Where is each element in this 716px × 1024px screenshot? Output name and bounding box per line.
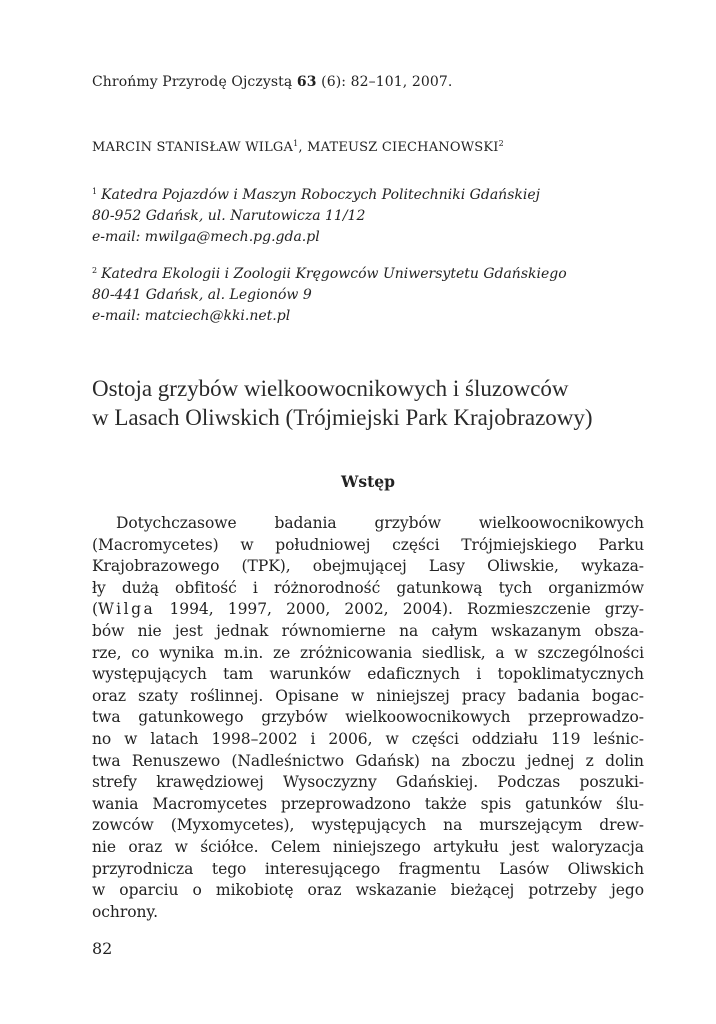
paragraph-line: no w latach 1998–2002 i 2006, w części oddziału 119 leśnic- bbox=[92, 729, 644, 748]
affiliation-2-address: 80-441 Gdańsk, al. Legionów 9 bbox=[92, 287, 312, 303]
affiliation-1-institution: Katedra Pojazdów i Maszyn Roboczych Politechniki Gdańskiej bbox=[101, 187, 540, 203]
paragraph-line: Dotychczasowe badania grzybów wielkoowocnikowych bbox=[116, 514, 644, 532]
paragraph-line: (Macromycetes) w południowej części Trójmiejskiego Parku bbox=[92, 535, 644, 554]
paragraph-line: przyrodnicza tego interesującego fragmentu Lasów Oliwskich bbox=[92, 859, 644, 878]
affiliation-2 bbox=[92, 260, 567, 327]
affiliation-1-mark: 1 bbox=[92, 187, 98, 196]
author-list bbox=[92, 139, 504, 155]
citation-paren: ( bbox=[92, 600, 98, 619]
affiliation-1-email[interactable]: e-mail: mwilga@mech.pg.gda.pl bbox=[92, 229, 320, 245]
affiliation-1-address: 80-952 Gdańsk, ul. Narutowicza 11/12 bbox=[92, 208, 366, 224]
affiliation-2-mark: 2 bbox=[92, 266, 98, 275]
article-title-line-2: w Lasach Oliwskich (Trójmiejski Park Krajobrazowy) bbox=[92, 405, 593, 430]
author-2: MATEUSZ CIECHANOWSKI bbox=[307, 140, 499, 155]
paragraph-line: rze, co wynika m.in. ze zróżnicowania siedlisk, a w szczególności bbox=[92, 643, 644, 662]
paragraph-line: twa gatunkowego grzybów wielkoowocnikowych przeprowadzo- bbox=[92, 708, 644, 727]
page-number: 82 bbox=[92, 939, 113, 958]
author-1: MARCIN STANISŁAW WILGA bbox=[92, 140, 294, 155]
journal-issue: (6): 82–101, 2007. bbox=[321, 74, 453, 90]
journal-volume: 63 bbox=[296, 74, 317, 90]
journal-citation bbox=[92, 74, 452, 90]
paragraph-line: ły dużą obfitość i różnorodność gatunkową tych organizmów bbox=[92, 578, 644, 597]
author-1-mark: 1 bbox=[293, 139, 299, 148]
body-paragraph bbox=[92, 513, 644, 923]
paragraph-line: twa Renuszewo (Nadleśnictwo Gdańsk) na zboczu jednej z dolin bbox=[92, 751, 644, 770]
paragraph-line: Krajobrazowego (TPK), obejmującej Lasy Oliwskie, wykaza- bbox=[92, 557, 644, 576]
affiliation-2-institution: Katedra Ekologii i Zoologii Kręgowców Uniwersytetu Gdańskiego bbox=[101, 266, 567, 282]
paragraph-line: nie oraz w ściółce. Celem niniejszego artykułu jest waloryzacja bbox=[92, 837, 644, 856]
paragraph-line: bów nie jest jednak równomierne na całym wskazanym obsza- bbox=[92, 621, 644, 640]
author-2-mark: 2 bbox=[498, 139, 504, 148]
paragraph-line bbox=[92, 599, 644, 621]
paragraph-line: strefy krawędziowej Wysoczyzny Gdańskiej. Podczas poszuki- bbox=[92, 773, 644, 792]
paragraph-line: oraz szaty roślinnej. Opisane w niniejszej pracy badania bogac- bbox=[92, 686, 644, 705]
section-heading: Wstęp bbox=[341, 472, 395, 491]
paragraph-line: ochrony. bbox=[92, 902, 158, 921]
paragraph-line: wania Macromycetes przeprowadzono także spis gatunków ślu- bbox=[92, 794, 644, 813]
article-title-line-1: Ostoja grzybów wielkoowocnikowych i śluzowców bbox=[92, 376, 569, 401]
paragraph-line: zowców (Myxomycetes), występujących na murszejącym drew- bbox=[92, 816, 644, 835]
author-separator: , bbox=[298, 140, 308, 155]
article-title bbox=[92, 374, 682, 432]
paragraph-line: w oparciu o mikobiotę oraz wskazanie bieżącej potrzeby jego bbox=[92, 881, 644, 900]
affiliation-1 bbox=[92, 181, 540, 248]
journal-name: Chrońmy Przyrodę Ojczystą bbox=[92, 74, 293, 90]
citation-years: 1994, 1997, 2000, 2002, 2004). Rozmieszczenie grzy- bbox=[155, 600, 644, 619]
citation-author: Wilga bbox=[98, 600, 156, 619]
paragraph-line: występujących tam warunków edaficznych i topoklimatycznych bbox=[92, 665, 644, 684]
affiliation-2-email[interactable]: e-mail: matciech@kki.net.pl bbox=[92, 308, 291, 324]
